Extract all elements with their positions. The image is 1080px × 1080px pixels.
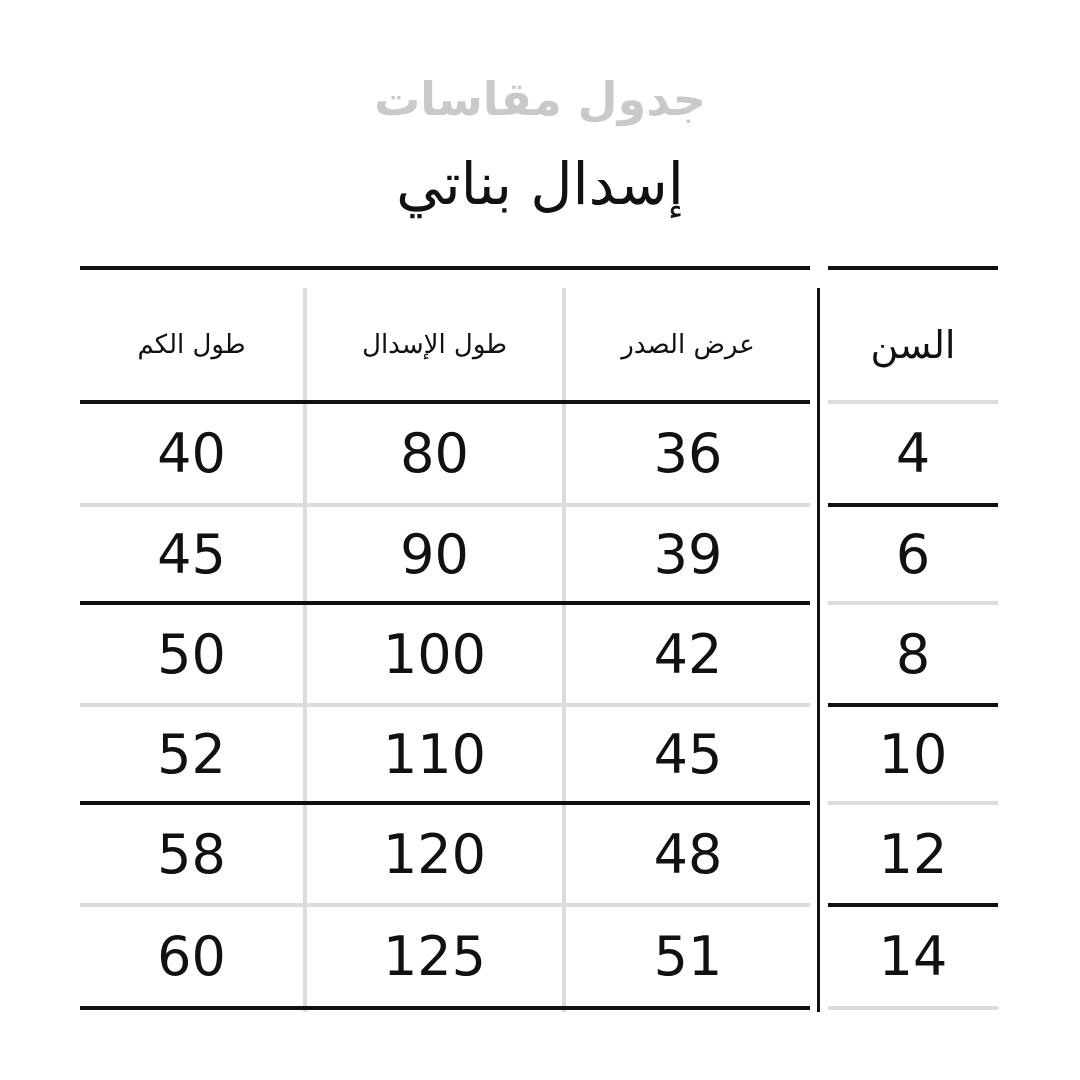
cell-sleeve: 58 — [157, 822, 226, 886]
top-rule-right — [828, 266, 998, 270]
chart-subtitle: جدول مقاسات — [374, 72, 706, 126]
age-column-divider — [817, 288, 820, 1012]
cell-age: 4 — [895, 422, 931, 485]
cell-age: 10 — [878, 722, 948, 786]
top-rule-left — [80, 266, 810, 270]
page-title: إسدال بناتي — [396, 150, 684, 218]
cell-sleeve: 40 — [157, 422, 226, 485]
cell-chest: 42 — [653, 622, 723, 686]
cell-chest: 36 — [653, 422, 723, 485]
header-age: السن — [870, 323, 956, 367]
header-sleeve-length: طول الكم — [137, 330, 246, 360]
cell-chest: 39 — [653, 522, 723, 586]
cell-age: 8 — [895, 622, 931, 686]
cell-sleeve: 50 — [157, 622, 226, 686]
cell-sleeve: 60 — [157, 925, 226, 988]
cell-length: 80 — [400, 422, 469, 485]
cell-chest: 51 — [653, 925, 723, 988]
cell-length: 125 — [382, 925, 487, 988]
cell-age: 14 — [878, 925, 948, 988]
cell-chest: 45 — [653, 722, 723, 786]
cell-length: 100 — [382, 622, 487, 686]
row-divider-left — [80, 1006, 810, 1010]
header-garment-length: طول الإسدال — [362, 330, 507, 360]
cell-length: 90 — [400, 522, 469, 586]
header-chest-width: عرض الصدر — [621, 330, 755, 360]
row-divider-right — [828, 1006, 998, 1010]
cell-sleeve: 52 — [157, 722, 226, 786]
cell-length: 120 — [382, 822, 487, 886]
cell-length: 110 — [382, 722, 487, 786]
cell-sleeve: 45 — [157, 522, 226, 586]
cell-age: 12 — [878, 822, 948, 886]
cell-chest: 48 — [653, 822, 723, 886]
cell-age: 6 — [895, 522, 931, 586]
